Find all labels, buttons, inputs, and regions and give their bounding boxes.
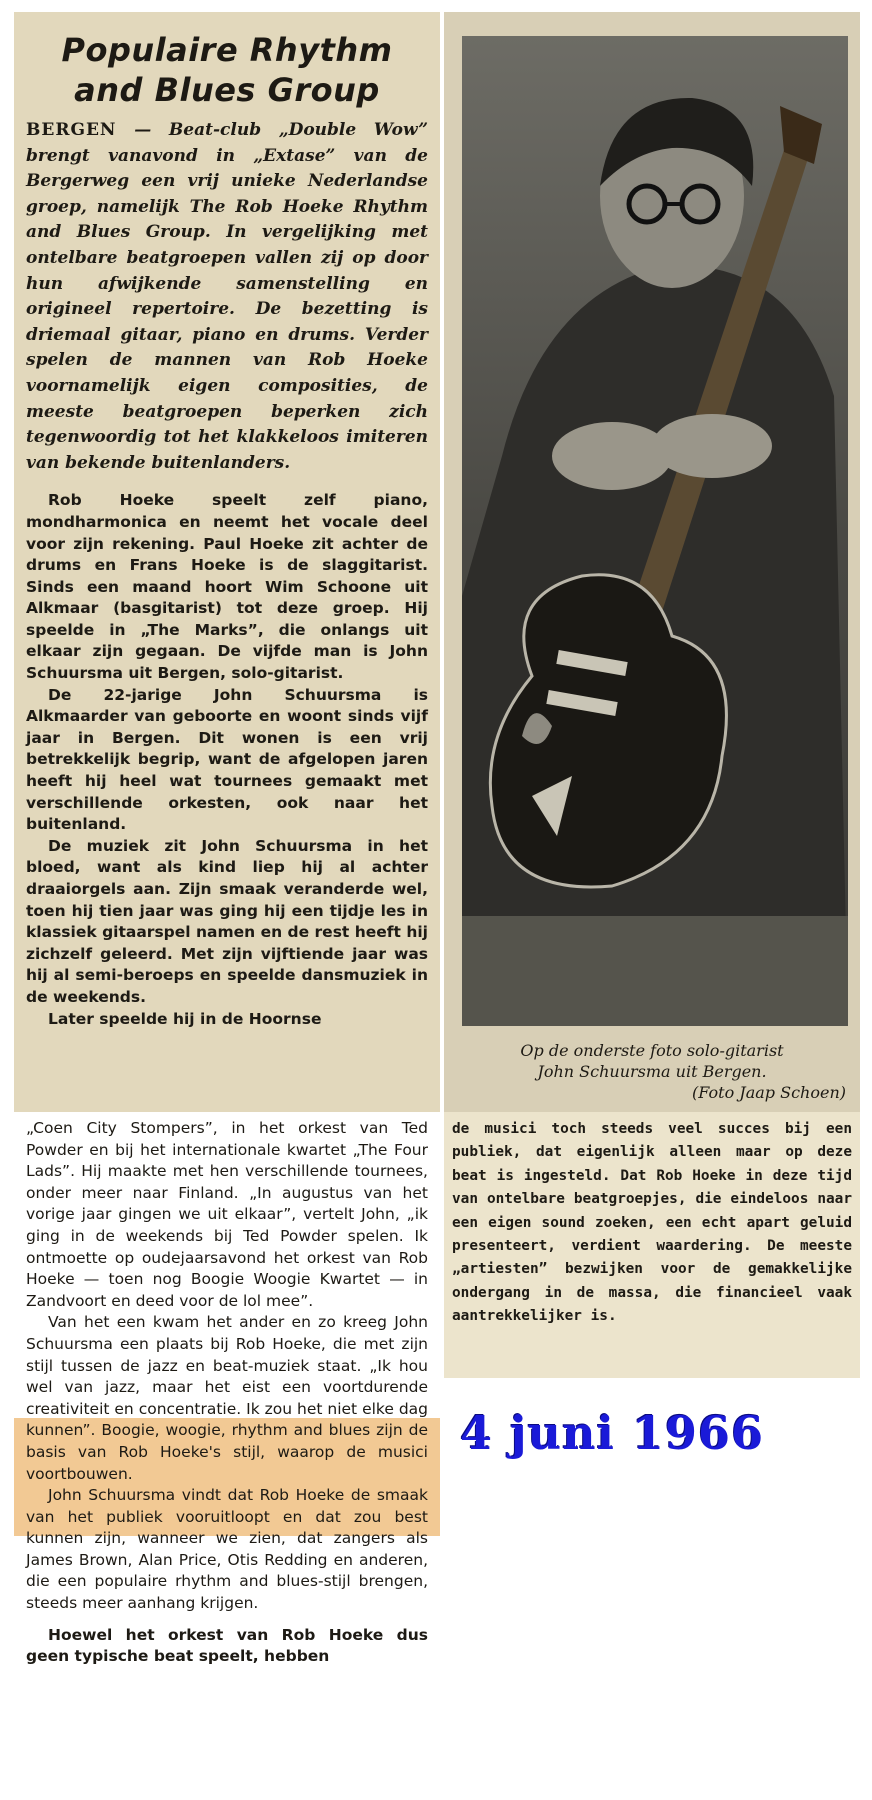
paragraph: „Coen City Stompers”, in het orkest van Ted Powder en bij het internationale kwartet „The Four Lads”. Hij maakte met hen verschillende tournees, onder meer naar Finland. „In augustus van het vorige jaar gingen we uit elkaar”, vertelt John, „ik ging in de weekends bij Ted Powder spelen. Ik ontmoette op oudejaarsavond het orkest van Rob Hoeke — toen nog Boogie Woogie Kwartet — in Zandvoort en deed voor de lol mee”. <box>26 1119 428 1310</box>
column-1-body <box>26 490 428 1030</box>
guitarist-photo-illustration <box>462 36 848 1026</box>
article-clip-top-left <box>14 12 440 1112</box>
paragraph: de musici toch steeds veel succes bij een publiek, dat eigenlijk alleen maar op deze beat is ingesteld. Dat Rob Hoeke in deze tijd van ontelbare beatgroepjes, die eindeloos naar een eigen sound zoeken, een echt apart geluid presenteert, verdient waardering. De meeste „artiesten” bezwijken voor de gemakkelijke ondergang in de massa, die financieel vaak aantrekkelijker is. <box>452 1121 852 1325</box>
date-stamp: 4 juni 1966 <box>460 1406 765 1460</box>
article-headline <box>24 30 430 110</box>
dateline: BERGEN <box>26 120 117 140</box>
paragraph: Van het een kwam het ander en zo kreeg John Schuursma een plaats bij Rob Hoeke, die met zijn stijl tussen de jazz en beat-muziek staat. „Ik hou wel van jazz, maar het eist een voortdurende creativiteit en concentratie. Ik zou het niet elke dag kunnen”. Boogie, woogie, rhythm and blues zijn de basis van Rob Hoeke's stijl, waarop de musici voortbouwen. <box>26 1313 428 1483</box>
paragraph: De 22-jarige John Schuursma is Alkmaarder van geboorte en woont sinds vijf jaar in Bergen. Dit wonen is een vrij betrekkelijk begrip, want de afgelopen jaren heeft hij heel wat tournees gemaakt met verschillende orkesten, ook naar het buitenland. <box>26 685 428 834</box>
article-clip-bottom-right <box>444 1112 860 1378</box>
column-2-body <box>26 1118 428 1668</box>
article-clip-bottom-left <box>14 1112 440 1794</box>
caption-credit: (Foto Jaap Schoen) <box>692 1083 846 1102</box>
paragraph: Later speelde hij in de Hoornse <box>48 1009 322 1028</box>
photo-caption <box>452 1040 852 1103</box>
guitarist-photo <box>462 36 848 1026</box>
paragraph: Hoewel het orkest van Rob Hoeke dus geen typische beat speelt, hebben <box>26 1625 428 1666</box>
headline-line-1: Populaire Rhythm <box>61 31 393 69</box>
photo-clip <box>444 12 860 1112</box>
caption-line-1: Op de onderste foto solo-gitarist <box>520 1041 784 1060</box>
paragraph: De muziek zit John Schuursma in het bloed, want als kind liep hij al achter draaiorgels aan. Zijn smaak veranderde wel, toen hij tien jaar was ging hij een tijdje les in klassiek gitaarspel namen en de rest heeft hij zichzelf geleerd. Met zijn vijftiende jaar was hij al semi-beroeps en speelde dansmuziek in de weekends. <box>26 836 428 1006</box>
paragraph: John Schuursma vindt dat Rob Hoeke de smaak van het publiek vooruitloopt en dat zou best kunnen zijn, wanneer we zien, dat zangers als James Brown, Alan Price, Otis Redding en anderen, die een populaire rhythm and blues-stijl brengen, steeds meer aanhang krijgen. <box>26 1486 428 1613</box>
lead-text: — Beat-club „Double Wow” brengt vanavond in „Extase” van de Bergerweg een vrij unieke Nederlandse groep, namelijk The Rob Hoeke Rhythm and Blues Group. In vergelijking met ontelbare beatgroepen vallen zij op door hun afwijkende samenstelling en origineel repertoire. De bezetting is driemaal gitaar, piano en drums. Verder spelen de mannen van Rob Hoeke voornamelijk eigen composities, de meeste beatgroepen beperken zich tegenwoordig tot het klakkeloos imiteren van bekende buitenlanders. <box>26 120 428 473</box>
caption-line-2: John Schuursma uit Bergen. <box>537 1062 767 1081</box>
lead-paragraph <box>26 118 428 476</box>
paragraph: Rob Hoeke speelt zelf piano, mondharmonica en neemt het vocale deel voor zijn rekening. Paul Hoeke zit achter de drums en Frans Hoeke is de slaggitarist. Sinds een maand hoort Wim Schoone uit Alkmaar (basgitarist) tot deze groep. Hij speelde in „The Marks”, die onlangs uit elkaar zijn gegaan. De vijfde man is John Schuursma uit Bergen, solo-gitarist. <box>26 491 428 683</box>
column-3-body <box>452 1118 852 1329</box>
headline-line-2: and Blues Group <box>74 71 380 109</box>
